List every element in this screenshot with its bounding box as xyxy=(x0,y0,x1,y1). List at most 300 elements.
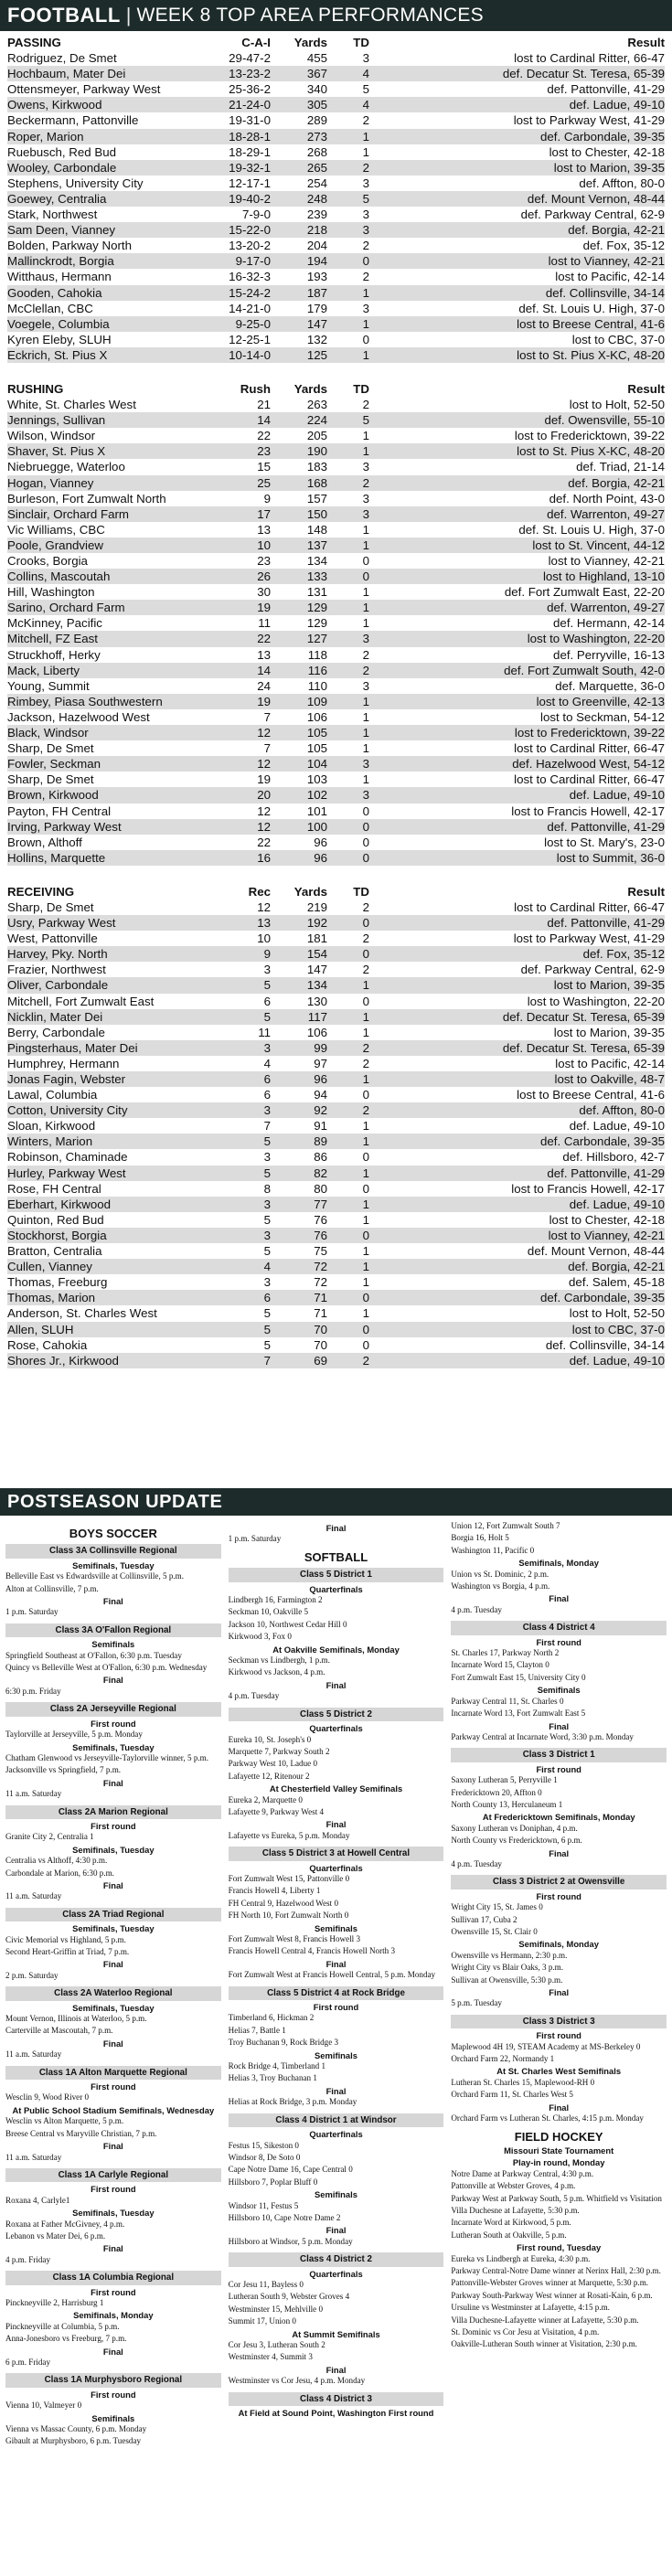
stat-value: 1 xyxy=(362,616,369,631)
player-name: Wilson, Windsor xyxy=(7,429,96,443)
stat-value: 205 xyxy=(306,429,327,443)
player-name: Sinclair, Orchard Farm xyxy=(7,506,218,522)
player-name: Allen, SLUH xyxy=(7,1322,218,1337)
game-line: 4 p.m. Tuesday xyxy=(451,1858,502,1868)
stat-value: 76 xyxy=(314,1212,327,1227)
game-result: lost to Highland, 13-10 xyxy=(373,569,665,584)
game-result: lost to Fredericktown, 39-22 xyxy=(373,725,665,740)
player-name: Gooden, Cahokia xyxy=(7,285,218,301)
game-line: Hillsboro 7, Poplar Bluff 0 xyxy=(228,2177,318,2187)
game-line: Wright City vs Blair Oaks, 3 p.m. xyxy=(451,1963,563,1973)
stat-value: 15-24-2 xyxy=(218,285,274,301)
stat-value: 1 xyxy=(331,977,373,993)
game-line: Wright City 15, St. James 0 xyxy=(451,1902,543,1912)
round-label: Final xyxy=(549,1987,570,1998)
stat-value: 21-24-0 xyxy=(218,97,274,112)
table-row xyxy=(7,207,665,222)
player-name: Bratton, Centralia xyxy=(7,1244,102,1259)
table-row xyxy=(7,475,665,491)
game-line: Westminster 15, Mehlville 0 xyxy=(228,2304,323,2314)
table-row xyxy=(7,1181,665,1197)
stat-value: 75 xyxy=(314,1244,327,1259)
stat-value: 102 xyxy=(274,787,331,803)
game-line: Roxana 4, Carlyle1 xyxy=(5,2195,70,2205)
round-label: Final xyxy=(549,1593,570,1604)
game-line: Festus 15, Sikeston 0 xyxy=(228,2140,299,2150)
game-result: lost to Fredericktown, 39-22 xyxy=(514,429,665,443)
table-row xyxy=(7,631,665,646)
game-result: def. Fort Zumwalt East, 22-20 xyxy=(504,585,665,600)
stat-value: 29-47-2 xyxy=(229,51,271,66)
game-line: Windsor 8, De Soto 0 xyxy=(228,2152,301,2162)
game-line: Mount Vernon, Illinois at Waterloo, 5 p.m. xyxy=(5,2014,147,2024)
stat-value: 1 xyxy=(331,129,373,144)
stat-value: 239 xyxy=(306,208,327,222)
stat-value: 2 xyxy=(331,1353,373,1368)
stat-value: 0 xyxy=(331,819,373,835)
game-result: lost to Cardinal Ritter, 66-47 xyxy=(514,741,665,756)
table-row xyxy=(7,569,665,584)
stat-value: 21 xyxy=(257,398,271,412)
table-row xyxy=(7,553,665,569)
bracket-heading: Class 3A O'Fallon Regional xyxy=(5,1623,221,1637)
game-line: Jacksonville vs Springfield, 7 p.m. xyxy=(5,1765,122,1775)
stat-value: 3 xyxy=(331,222,373,238)
game-line: 11 a.m. Saturday xyxy=(5,1789,62,1799)
game-result: lost to CBC, 37-0 xyxy=(571,332,665,346)
stat-value: 194 xyxy=(274,253,331,269)
stat-value: 1 xyxy=(331,1009,373,1025)
game-line: North County vs Fredericktown, 6 p.m. xyxy=(451,1836,582,1846)
stat-value: 71 xyxy=(314,1306,327,1321)
stat-value: 157 xyxy=(306,491,327,506)
header-separator: | xyxy=(125,4,132,27)
stat-value: 15 xyxy=(257,460,271,474)
player-name: Jennings, Sullivan xyxy=(7,412,218,428)
table-row xyxy=(7,491,665,506)
stat-value: 117 xyxy=(274,1009,331,1025)
round-label: First round, Tuesday xyxy=(517,2242,602,2253)
game-result: def. Fort Zumwalt South, 42-0 xyxy=(373,663,665,678)
player-name: Beckermann, Pattonville xyxy=(7,113,139,128)
game-line: Owensville 15, St. Clair 0 xyxy=(451,1927,538,1936)
game-line: Incarnate Word at Kirkwood, 5 p.m. xyxy=(451,2218,571,2228)
game-line: Helias 7, Battle 1 xyxy=(228,2025,286,2035)
stat-value: 12 xyxy=(218,756,274,772)
player-name: Struckhoff, Herky xyxy=(7,647,101,662)
table-row xyxy=(7,946,665,962)
stat-value: 10 xyxy=(257,931,271,946)
game-result: def. Pattonville, 41-29 xyxy=(373,1166,665,1181)
stat-value: 23 xyxy=(257,554,271,568)
game-line: Wesclin vs Alton Marquette, 5 p.m. xyxy=(5,2116,124,2126)
game-line: Lindbergh 16, Farmington 2 xyxy=(228,1595,323,1605)
stat-value: 1 xyxy=(331,1259,373,1274)
column-header: TD xyxy=(353,36,369,49)
table-row xyxy=(7,112,665,128)
player-name: Witthaus, Hermann xyxy=(7,270,112,284)
game-result: lost to St. Vincent, 44-12 xyxy=(373,538,665,553)
game-line: Vienna vs Massac County, 6 p.m. Monday xyxy=(5,2424,147,2434)
player-name: Shaver, St. Pius X xyxy=(7,443,218,459)
stat-value: 1 xyxy=(331,285,373,301)
stat-value: 6 xyxy=(218,1290,274,1305)
game-line: 11 a.m. Saturday xyxy=(5,2049,62,2060)
stat-value: 0 xyxy=(331,1228,373,1243)
stat-value: 5 xyxy=(263,1212,271,1227)
game-result: lost to St. Pius X-KC, 48-20 xyxy=(373,347,665,363)
round-label: Play-in round, Monday xyxy=(512,2157,605,2168)
stat-value: 0 xyxy=(362,835,369,849)
table-row xyxy=(7,1353,665,1368)
table-row xyxy=(7,647,665,663)
stat-value: 1 xyxy=(362,144,369,159)
table-row xyxy=(7,899,665,915)
table-row xyxy=(7,772,665,787)
stat-value: 5 xyxy=(263,1244,271,1259)
game-result: lost to Parkway West, 41-29 xyxy=(513,931,665,946)
stat-value: 109 xyxy=(274,694,331,709)
stat-value: 17 xyxy=(218,506,274,522)
table-row xyxy=(7,191,665,207)
player-name: Stephens, University City xyxy=(7,176,144,190)
table-row xyxy=(7,176,665,191)
game-result: lost to Summit, 36-0 xyxy=(373,850,665,866)
stat-value: 92 xyxy=(274,1102,331,1118)
stat-value: 5 xyxy=(263,1306,271,1321)
player-name: Niebruegge, Waterloo xyxy=(7,460,125,474)
game-result: def. Pattonville, 41-29 xyxy=(547,82,665,97)
stat-value: 0 xyxy=(362,994,369,1008)
player-name: Voegele, Columbia xyxy=(7,316,218,332)
stat-value: 3 xyxy=(263,1150,271,1165)
stat-value: 5 xyxy=(218,977,274,993)
stat-value: 1 xyxy=(362,585,369,600)
table-row xyxy=(7,977,665,993)
player-name: Mitchell, FZ East xyxy=(7,631,218,646)
bracket-heading: Class 2A Jerseyville Regional xyxy=(5,1702,221,1716)
game-line: Roxana at Father McGivney, 4 p.m. xyxy=(5,2219,125,2229)
stat-value: 1 xyxy=(331,443,373,459)
game-result: def. Decatur St. Teresa, 65-39 xyxy=(373,66,665,81)
game-line: Hillsboro at Windsor, 5 p.m. Monday xyxy=(228,2236,353,2246)
stat-value: 3 xyxy=(331,756,373,772)
stat-value: 248 xyxy=(274,191,331,207)
stat-value: 154 xyxy=(274,946,331,962)
round-label: Semifinals, Monday xyxy=(518,1939,599,1950)
player-name: Humphrey, Hermann xyxy=(7,1056,120,1070)
table-row xyxy=(7,1025,665,1040)
game-line: Vienna 10, Valmeyer 0 xyxy=(5,2400,82,2411)
game-result: lost to Breese Central, 41-6 xyxy=(517,1088,665,1102)
table-row xyxy=(7,694,665,709)
bracket-heading: Class 2A Marion Regional xyxy=(5,1805,221,1819)
round-label: At Oakville Semifinals, Monday xyxy=(272,1644,400,1655)
game-line: Washington vs Borgia, 4 p.m. xyxy=(451,1581,550,1591)
stat-value: 13 xyxy=(218,915,274,931)
round-label: Final xyxy=(325,1523,347,1533)
stat-value: 134 xyxy=(306,554,327,568)
player-name: Frazier, Northwest xyxy=(7,963,106,977)
game-result: lost to St. Pius X-KC, 48-20 xyxy=(373,443,665,459)
column-header: Result xyxy=(627,36,665,49)
game-line: Troy Buchanan 9, Rock Bridge 3 xyxy=(228,2038,339,2048)
player-name: Rimbey, Piasa Southwestern xyxy=(7,694,218,709)
game-line: Springfield Southeast at O'Fallon, 6:30 p.m. Tuesday xyxy=(5,1650,182,1660)
player-name: Rose, Cahokia xyxy=(7,1337,88,1352)
table-row xyxy=(7,740,665,756)
round-label: Semifinals xyxy=(91,2412,135,2423)
table-row xyxy=(7,1087,665,1102)
stat-value: 2 xyxy=(362,239,369,253)
round-label: Final xyxy=(325,2085,347,2096)
table-row xyxy=(7,819,665,835)
game-result: def. Ladue, 49-10 xyxy=(373,787,665,803)
stat-value: 7 xyxy=(263,709,271,724)
stat-value: 86 xyxy=(314,1150,327,1165)
table-row xyxy=(7,1040,665,1056)
game-line: 6 p.m. Friday xyxy=(5,2358,51,2367)
game-result: lost to Vianney, 42-21 xyxy=(373,253,665,269)
round-label: Final xyxy=(102,2141,123,2152)
game-line: Oakville-Lutheran South winner at Visitation, 2:30 p.m. xyxy=(451,2339,637,2349)
game-result: def. Hillsboro, 42-7 xyxy=(562,1150,665,1165)
stat-value: 26 xyxy=(218,569,274,584)
round-label: Final xyxy=(549,1720,570,1731)
game-result: lost to Oakville, 48-7 xyxy=(373,1071,665,1087)
table-row xyxy=(7,129,665,144)
game-result: def. Collinsville, 34-14 xyxy=(545,1337,665,1352)
postseason-column xyxy=(229,1521,444,2449)
stat-value: 131 xyxy=(306,585,327,600)
game-line: Orchard Farm 11, St. Charles West 5 xyxy=(451,2090,573,2100)
bracket-heading: Class 4 District 2 xyxy=(229,2252,444,2266)
player-name: Harvey, Pky. North xyxy=(7,946,218,962)
stat-value: 19 xyxy=(218,694,274,709)
round-label: Semifinals, Tuesday xyxy=(72,1923,155,1934)
round-label: Semifinals, Tuesday xyxy=(72,2208,155,2219)
stat-value: 3 xyxy=(331,506,373,522)
stat-value: 265 xyxy=(274,160,331,176)
stat-value: 132 xyxy=(306,332,327,346)
stat-value: 1 xyxy=(331,600,373,615)
stat-value: 7 xyxy=(263,1119,271,1134)
table-row xyxy=(7,269,665,284)
game-line: Ursuline vs Westminster at Lafayette, 4:15 p.m. xyxy=(451,2303,610,2313)
stat-value: 0 xyxy=(362,1337,369,1352)
game-line: Parkway West 10, Ladue 0 xyxy=(228,1759,318,1769)
stat-value: 104 xyxy=(274,756,331,772)
round-label: Semifinals xyxy=(315,1922,357,1933)
game-result: lost to Cardinal Ritter, 66-47 xyxy=(514,899,665,914)
stat-value: 125 xyxy=(274,347,331,363)
round-label: First round xyxy=(91,2184,136,2195)
game-line: Villa Duchesne-Lafayette winner at Lafayette, 5:30 p.m. xyxy=(451,2315,639,2325)
game-result: def. Owensville, 55-10 xyxy=(373,412,665,428)
stat-value: 3 xyxy=(218,1040,274,1056)
player-name: Sloan, Kirkwood xyxy=(7,1119,96,1134)
column-header: C-A-I xyxy=(241,36,271,49)
game-line: Hillsboro 10, Cape Notre Dame 2 xyxy=(228,2212,341,2222)
stat-value: 129 xyxy=(274,600,331,615)
round-label: At Summit Semifinals xyxy=(292,2328,380,2339)
stat-value: 16-32-3 xyxy=(229,270,271,284)
game-result: def. Ladue, 49-10 xyxy=(569,1119,665,1134)
stat-value: 2 xyxy=(331,1102,373,1118)
stat-value: 13 xyxy=(257,647,271,662)
stat-value: 7 xyxy=(263,741,271,756)
game-result: def. Marquette, 36-0 xyxy=(555,678,665,693)
game-result: def. Decatur St. Teresa, 65-39 xyxy=(373,1009,665,1025)
page-title: WEEK 8 TOP AREA PERFORMANCES xyxy=(136,5,484,26)
stat-value: 97 xyxy=(314,1056,327,1070)
column-header: Rec xyxy=(248,884,271,899)
sport-heading: FIELD HOCKEY xyxy=(514,2129,603,2144)
player-name: Usry, Parkway West xyxy=(7,915,218,931)
round-label: Quarterfinals xyxy=(309,1583,363,1594)
game-result: def. North Point, 43-0 xyxy=(549,491,665,506)
column-header: TD xyxy=(353,381,369,396)
stat-value: 100 xyxy=(274,819,331,835)
stat-value: 7 xyxy=(218,1353,274,1368)
game-line: Kirkwood vs Jackson, 4 p.m. xyxy=(228,1667,325,1677)
game-line: Civic Memorial vs Highland, 5 p.m. xyxy=(5,1934,126,1944)
round-label: Semifinals xyxy=(315,2189,357,2200)
stat-value: 1 xyxy=(331,725,373,740)
player-name: Sharp, De Smet xyxy=(7,772,94,787)
game-result: lost to Cardinal Ritter, 66-47 xyxy=(514,51,665,66)
stat-value: 3 xyxy=(331,631,373,646)
game-line: Union 12, Fort Zumwalt South 7 xyxy=(451,1521,560,1530)
bracket-heading: Class 5 District 4 at Rock Bridge xyxy=(229,1986,444,2000)
stat-value: 7-9-0 xyxy=(241,208,271,222)
round-label: Quarterfinals xyxy=(309,1723,363,1734)
stat-value: 3 xyxy=(331,787,373,803)
game-line: Fort Zumwalt West 15, Pattonville 0 xyxy=(228,1873,350,1883)
stat-value: 12 xyxy=(257,899,271,914)
game-line: Union vs St. Dominic, 2 p.m. xyxy=(451,1569,549,1579)
game-line: Eureka vs Lindbergh at Eureka, 4:30 p.m. xyxy=(451,2253,591,2263)
player-name: Cotton, University City xyxy=(7,1102,218,1118)
player-name: Jackson, Hazelwood West xyxy=(7,709,150,724)
game-line: North County 13, Herculaneum 1 xyxy=(451,1799,563,1809)
player-name: Owens, Kirkwood xyxy=(7,97,218,112)
stat-value: 0 xyxy=(362,1150,369,1165)
game-line: Fort Zumwalt West 8, Francis Howell 3 xyxy=(228,1934,361,1943)
passing-title: PASSING xyxy=(7,36,61,49)
game-line: Parkway West at Parkway South, 5 p.m. Whitfield vs Visitation xyxy=(451,2193,662,2203)
round-label: First round xyxy=(536,1636,581,1647)
game-line: Lutheran St. Charles 15, Maplewood-RH 0 xyxy=(451,2077,595,2087)
stat-value: 10 xyxy=(218,538,274,553)
stat-value: 1 xyxy=(331,1166,373,1181)
player-name: Shores Jr., Kirkwood xyxy=(7,1353,218,1368)
stat-value: 3 xyxy=(218,1197,274,1212)
table-row xyxy=(7,285,665,301)
stat-value: 101 xyxy=(306,804,327,818)
table-row xyxy=(7,584,665,600)
game-line: Incarnate Word 15, Clayton 0 xyxy=(451,1660,549,1670)
game-line: Parkway Central 11, St. Charles 0 xyxy=(451,1696,564,1706)
table-row xyxy=(7,850,665,866)
player-name: Sarino, Orchard Farm xyxy=(7,600,218,615)
bracket-heading: Class 1A Carlyle Regional xyxy=(5,2168,221,2182)
game-line: FH Central 9, Hazelwood West 0 xyxy=(228,1898,338,1908)
stat-value: 96 xyxy=(314,835,327,849)
table-row xyxy=(7,725,665,740)
stat-value: 2 xyxy=(362,899,369,914)
game-result: def. St. Louis U. High, 37-0 xyxy=(518,301,665,315)
table-row xyxy=(7,1259,665,1274)
player-name: Stark, Northwest xyxy=(7,208,98,222)
game-line: Westminster vs Cor Jesu, 4 p.m. Monday xyxy=(228,2376,366,2386)
game-line: Timberland 6, Hickman 2 xyxy=(228,2013,315,2023)
round-label: Semifinals, Tuesday xyxy=(72,1844,155,1855)
game-line: Lafayette vs Eureka, 5 p.m. Monday xyxy=(228,1830,350,1840)
stat-value: 129 xyxy=(306,616,327,631)
table-row xyxy=(7,397,665,412)
stat-value: 1 xyxy=(331,694,373,709)
stat-value: 106 xyxy=(306,1025,327,1039)
stat-value: 263 xyxy=(306,398,327,412)
game-line: Pinckneyville at Columbia, 5 p.m. xyxy=(5,2321,120,2331)
stat-value: 3 xyxy=(218,1228,274,1243)
game-result: def. Ladue, 49-10 xyxy=(373,97,665,112)
player-name: Poole, Grandview xyxy=(7,538,218,553)
stat-value: 147 xyxy=(306,963,327,977)
game-line: Washington 11, Pacific 0 xyxy=(451,1545,535,1555)
player-name: Rose, FH Central xyxy=(7,1181,101,1196)
game-line: Chatham Glenwood vs Jerseyville-Taylorville winner, 5 p.m. xyxy=(5,1752,209,1762)
table-row xyxy=(7,756,665,772)
stat-value: 80 xyxy=(314,1181,327,1196)
player-name: West, Pattonville xyxy=(7,931,98,946)
table-row xyxy=(7,1149,665,1165)
table-row xyxy=(7,347,665,363)
table-row xyxy=(7,678,665,694)
stat-value: 0 xyxy=(331,569,373,584)
player-name: Vic Williams, CBC xyxy=(7,522,105,537)
stat-value: 0 xyxy=(362,554,369,568)
rushing-rows xyxy=(7,397,665,866)
stat-value: 105 xyxy=(306,741,327,756)
stat-value: 22 xyxy=(218,631,274,646)
game-result: def. Ladue, 49-10 xyxy=(373,1197,665,1212)
stat-value: 1 xyxy=(362,1275,369,1290)
table-row xyxy=(7,615,665,631)
game-result: def. Mount Vernon, 48-44 xyxy=(373,191,665,207)
stat-value: 82 xyxy=(274,1166,331,1181)
game-line: Rock Bridge 4, Timberland 1 xyxy=(228,2061,326,2071)
stat-value: 19-31-0 xyxy=(229,113,271,128)
stat-value: 6 xyxy=(263,1088,271,1102)
stat-value: 20 xyxy=(218,787,274,803)
game-result: lost to Holt, 52-50 xyxy=(569,1306,665,1321)
receiving-table xyxy=(7,884,665,1368)
game-result: lost to St. Mary's, 23-0 xyxy=(544,835,665,849)
table-row xyxy=(7,428,665,443)
game-result: lost to Cardinal Ritter, 66-47 xyxy=(514,772,665,787)
stat-value: 137 xyxy=(274,538,331,553)
stat-value: 3 xyxy=(362,51,369,66)
stat-value: 340 xyxy=(306,82,327,97)
stat-value: 6 xyxy=(218,1071,274,1087)
game-line: 1 p.m. Saturday xyxy=(228,1534,282,1544)
game-result: def. Borgia, 42-21 xyxy=(373,222,665,238)
postseason-header: POSTSEASON UPDATE xyxy=(0,1488,672,1516)
stat-value: 5 xyxy=(218,1009,274,1025)
stat-value: 2 xyxy=(331,160,373,176)
